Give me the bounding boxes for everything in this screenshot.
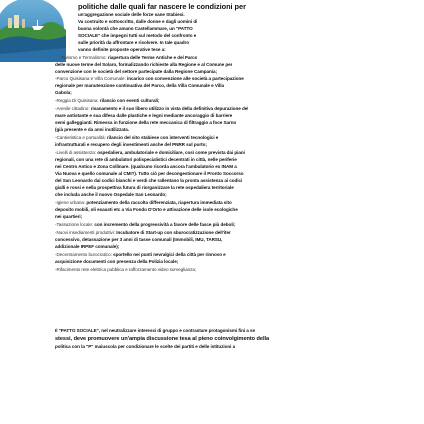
list-item: infrastrutturali e recupero degli investimenti anche del PNRR sul porto;	[55, 142, 207, 147]
header-line: SOCIALE" che impegni tutti sul metodo del confronto e	[78, 33, 197, 38]
header-line: politiche dalle quali far nascere le condizioni per	[78, 3, 246, 11]
list-item: addizionale IRPEF comunale);	[55, 244, 120, 249]
list-item: che includa anche il nuovo Ospedale San Leonardo;	[55, 192, 167, 197]
list-item: -Tassazione locale: con incremento della progressività a favore delle fasce più deboli;	[55, 222, 236, 227]
list-item: -Nuovi insediamenti produttivi: Incubatore di Start-up con sburocratizzazione dell'iter	[55, 230, 231, 235]
list-item: -Cantieristica e portualità: rilancio del sito stabiese con interventi tecnologici e	[55, 135, 219, 140]
header-line: un'aggregazione sociale delle forze sane Stabiesi.	[78, 12, 185, 17]
list-item: -Arenile cittadino: risanamento e il suo libero utilizzo in vista della definitiva depurazione del	[55, 106, 249, 111]
list-item: nei Centro Antico e Zona Collinare. (qualcuno ricorda ancora l'ambulatorio ex INAM a	[55, 164, 237, 169]
list-item: (già presente e da anni inutilizzata.	[55, 127, 129, 132]
logo-graphic	[0, 0, 66, 62]
list-item: -Parco Quisisana e Villa Comunale: incarico con convenzione alle società a partecipazione	[55, 76, 244, 81]
list-item: -Rifacimento rete elettrica pubblica e rafforzamento video sorveglianza;	[55, 267, 197, 272]
list-item: -Reggia Di Quisisana: rilancio con eventi culturali;	[55, 98, 160, 103]
header-line: Va costruito e sottoscritto, dalle donne e dagli uomini di	[78, 19, 198, 24]
header-line: buona volontà che amano Castellammare, un "PATTO	[78, 26, 193, 31]
list-item: gialli e rossi e nella prospettiva futura di riorganizzare la rete ospedaliera territoriale	[55, 185, 234, 190]
patto-sociale-logo	[0, 0, 66, 62]
list-item: concessivo, detassazione per 3 anni di tasse comunali (Immobili, IMU, TARSU,	[55, 237, 223, 242]
list-item: nei quartieri;	[55, 214, 83, 219]
list-item: delle nuove terme del Solaro, formalizzando richieste alla Regione e al Comune per	[55, 62, 233, 67]
header-line: sulle priorità da affrontare e risolvere. In tale quadro	[78, 40, 190, 45]
list-item: deposito mobili, oli esausti etc a Via Fondo D'Orto e attivazione delle isole ecologiche	[55, 207, 238, 212]
list-item: Gabola;	[55, 90, 72, 95]
list-item: del San Leonardo dai codici bianchi e verdi che rallentano la pronta assistenza ai codici	[55, 178, 243, 183]
list-item: -Igiene urbana: potenziamento della raccolta differenziata, riapertura immediata sito	[55, 200, 232, 205]
list-item: semi galleggianti. Rimessa in funzione della rete meccanica di filtraggio a foce Sarno	[55, 120, 237, 125]
list-item: -Turismo e Termalismo: riapertura delle Terme Antiche e del Parco	[60, 55, 198, 60]
footer-line: politica con la "P" maiuscola per condizionare le scelte dei partiti e delle istituzioni a	[55, 344, 236, 349]
list-item: convenzione con le società del settore partecipate dalla Regione Campania;	[55, 69, 217, 74]
list-item: -Decentramento burocratico: sportello nei punti nevralgici della città per rinnovo e	[55, 252, 226, 257]
footer-line: stessi, deve promuovere un'ampia discussione tesa al pieno coinvolgimento della	[55, 336, 270, 342]
list-item: Via Nuova e quello comunale al CMI?). Tutto ciò per decongestionare il Pronto Soccorso	[55, 171, 244, 176]
list-item: -Livelli di assistenza: ospedaliera, ambulatoriale e domiciliare, così come prevista dai piani	[55, 150, 245, 155]
header-line: vanno definite proposte operative tese a:	[78, 47, 166, 52]
list-item: acquisizione documenti con presenza della Polizia locale;	[55, 259, 179, 264]
list-item: mare antistante e sua difesa dalle plastiche e legni mediante ancoraggio di barriere	[55, 113, 233, 118]
list-item: regionali, con una rete di ambulatori polispecialistici decentrati in città, nelle periferie	[55, 157, 237, 162]
list-item: regionale per manutenzione continuativa del Parco, della Villa Comunale e Villa	[55, 83, 224, 88]
footer-line: Il "PATTO SOCIALE", nel neutralizzare interessi di gruppo e contrastare protagonismi fini a se	[55, 328, 256, 333]
